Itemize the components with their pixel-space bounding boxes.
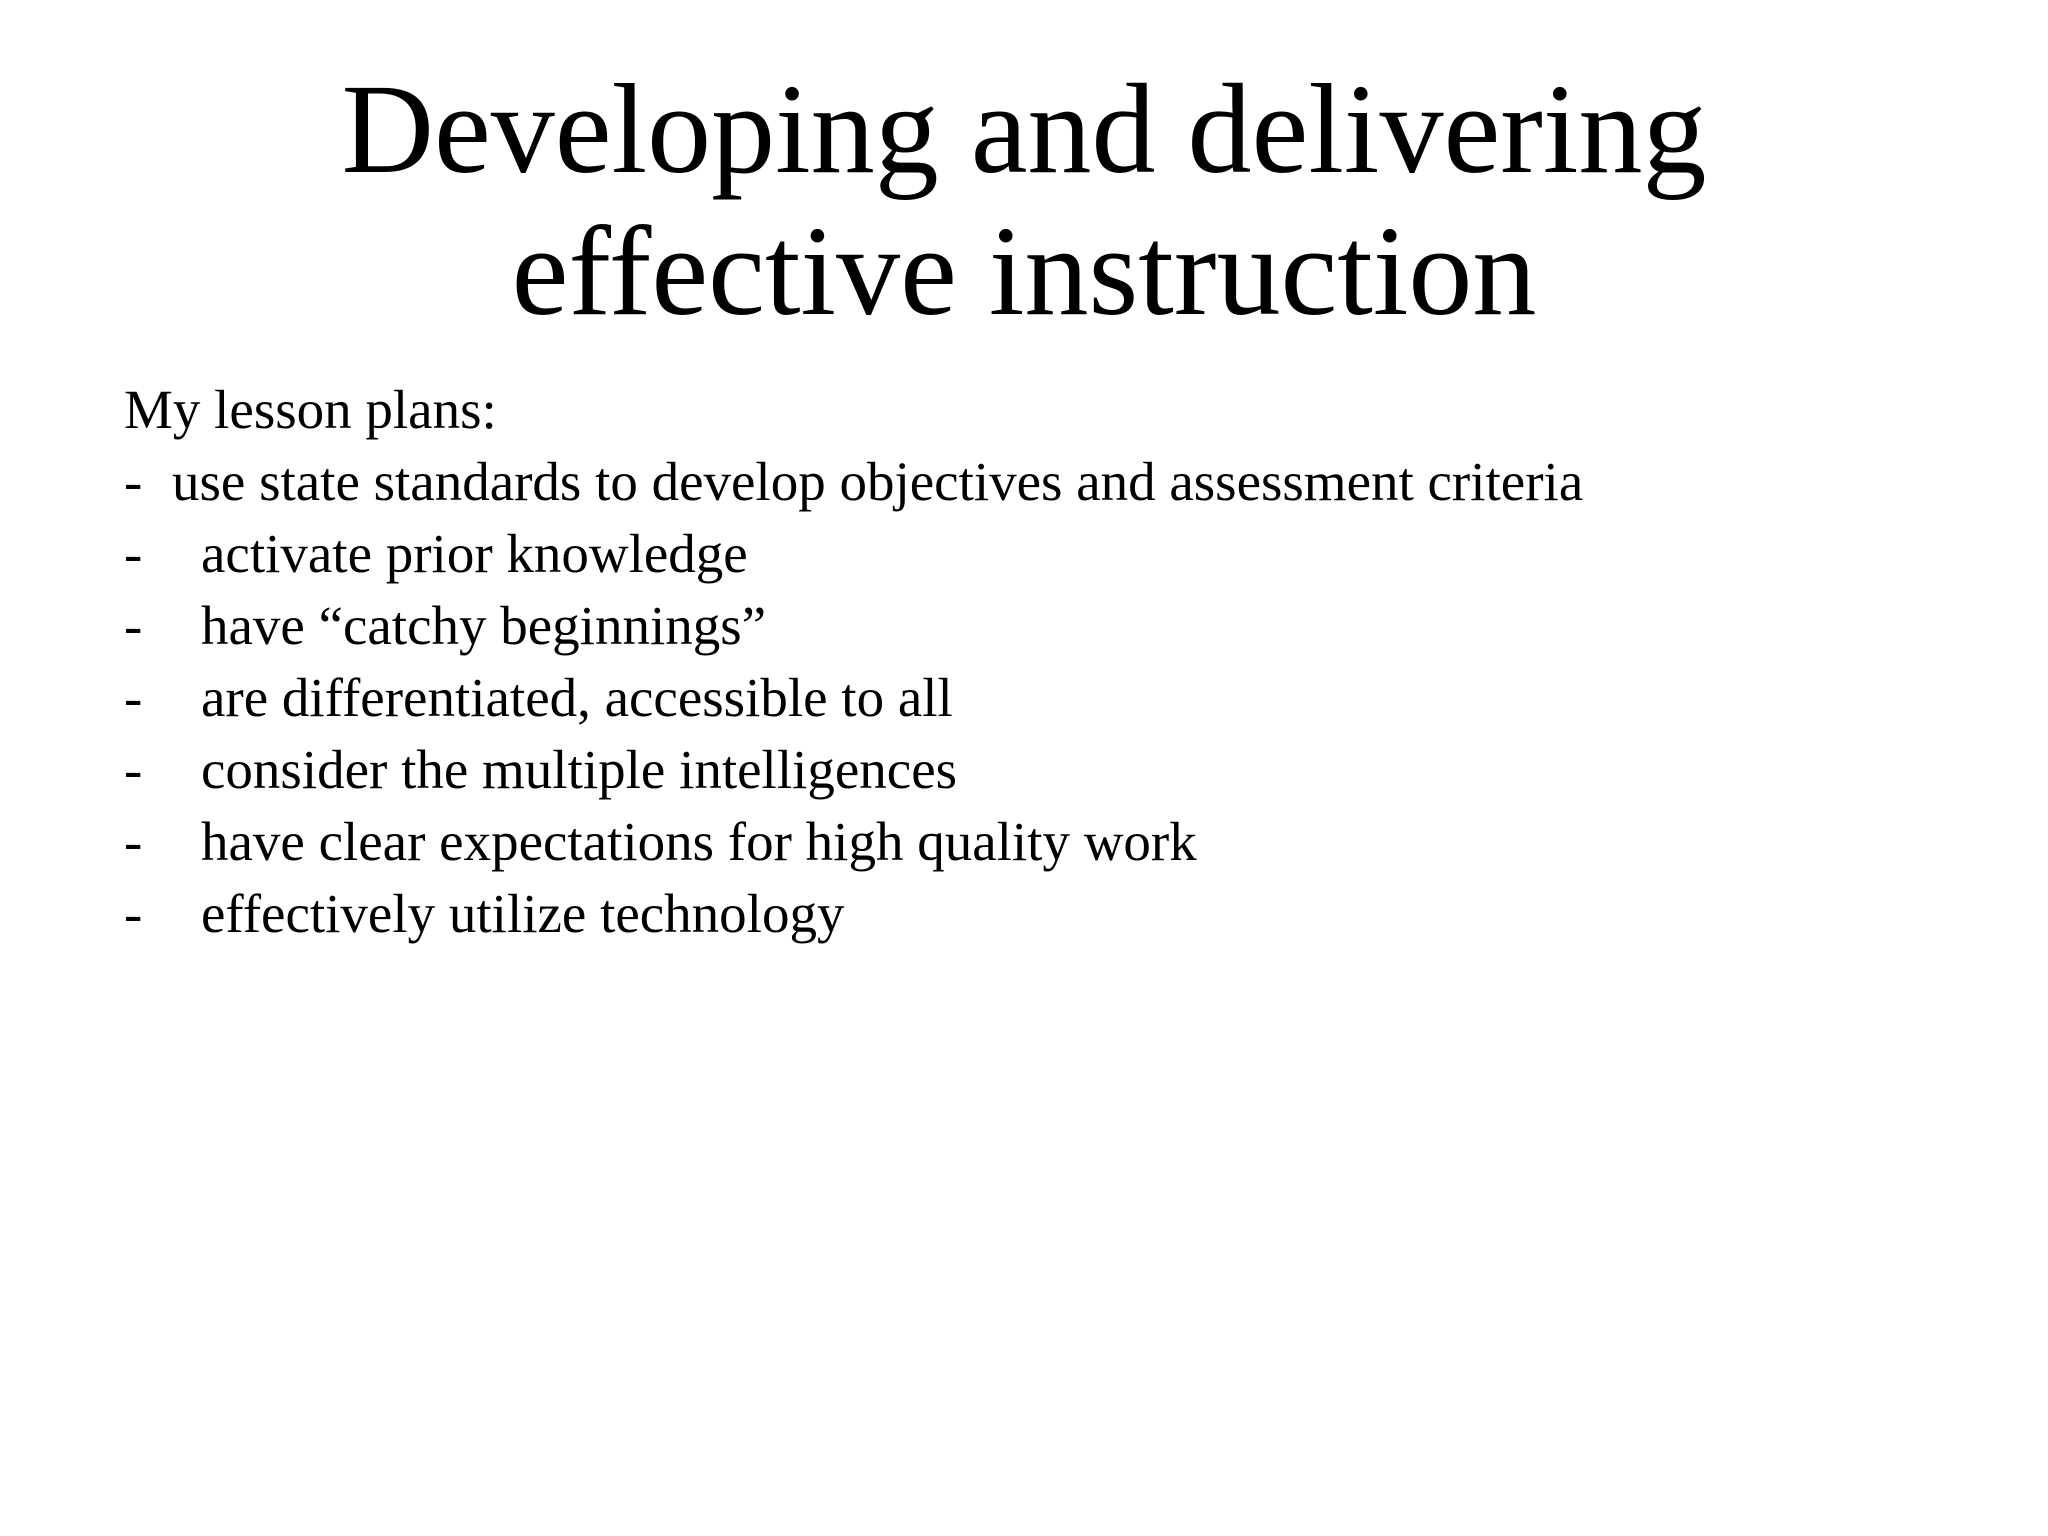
list-item xyxy=(124,662,1974,734)
slide-body xyxy=(124,374,1974,950)
list-item xyxy=(124,734,1974,806)
bullet-dash: - xyxy=(124,523,143,584)
bullet-dash: - xyxy=(124,451,143,512)
bullet-text: effectively utilize technology xyxy=(201,883,845,944)
title-line: Developing and delivering xyxy=(341,58,1707,200)
bullet-text: have clear expectations for high quality work xyxy=(201,811,1197,872)
bullet-text: use state standards to develop objectives and assessment criteria xyxy=(172,451,1584,512)
intro-text: My lesson plans: xyxy=(124,379,497,440)
title-line: effective instruction xyxy=(511,200,1537,342)
slide-title xyxy=(0,58,2048,342)
bullet-list xyxy=(124,446,1974,950)
list-item xyxy=(124,878,1974,950)
bullet-dash: - xyxy=(124,883,143,944)
bullet-text: consider the multiple intelligences xyxy=(201,739,958,800)
list-item xyxy=(124,518,1974,590)
list-item xyxy=(124,590,1974,662)
bullet-dash: - xyxy=(124,739,143,800)
bullet-dash: - xyxy=(124,811,143,872)
list-item xyxy=(124,806,1974,878)
bullet-text: are differentiated, accessible to all xyxy=(201,667,953,728)
bullet-dash: - xyxy=(124,595,143,656)
list-item xyxy=(124,446,1974,518)
bullet-text: have “catchy beginnings” xyxy=(201,595,767,656)
bullet-text: activate prior knowledge xyxy=(201,523,748,584)
bullet-dash: - xyxy=(124,667,143,728)
